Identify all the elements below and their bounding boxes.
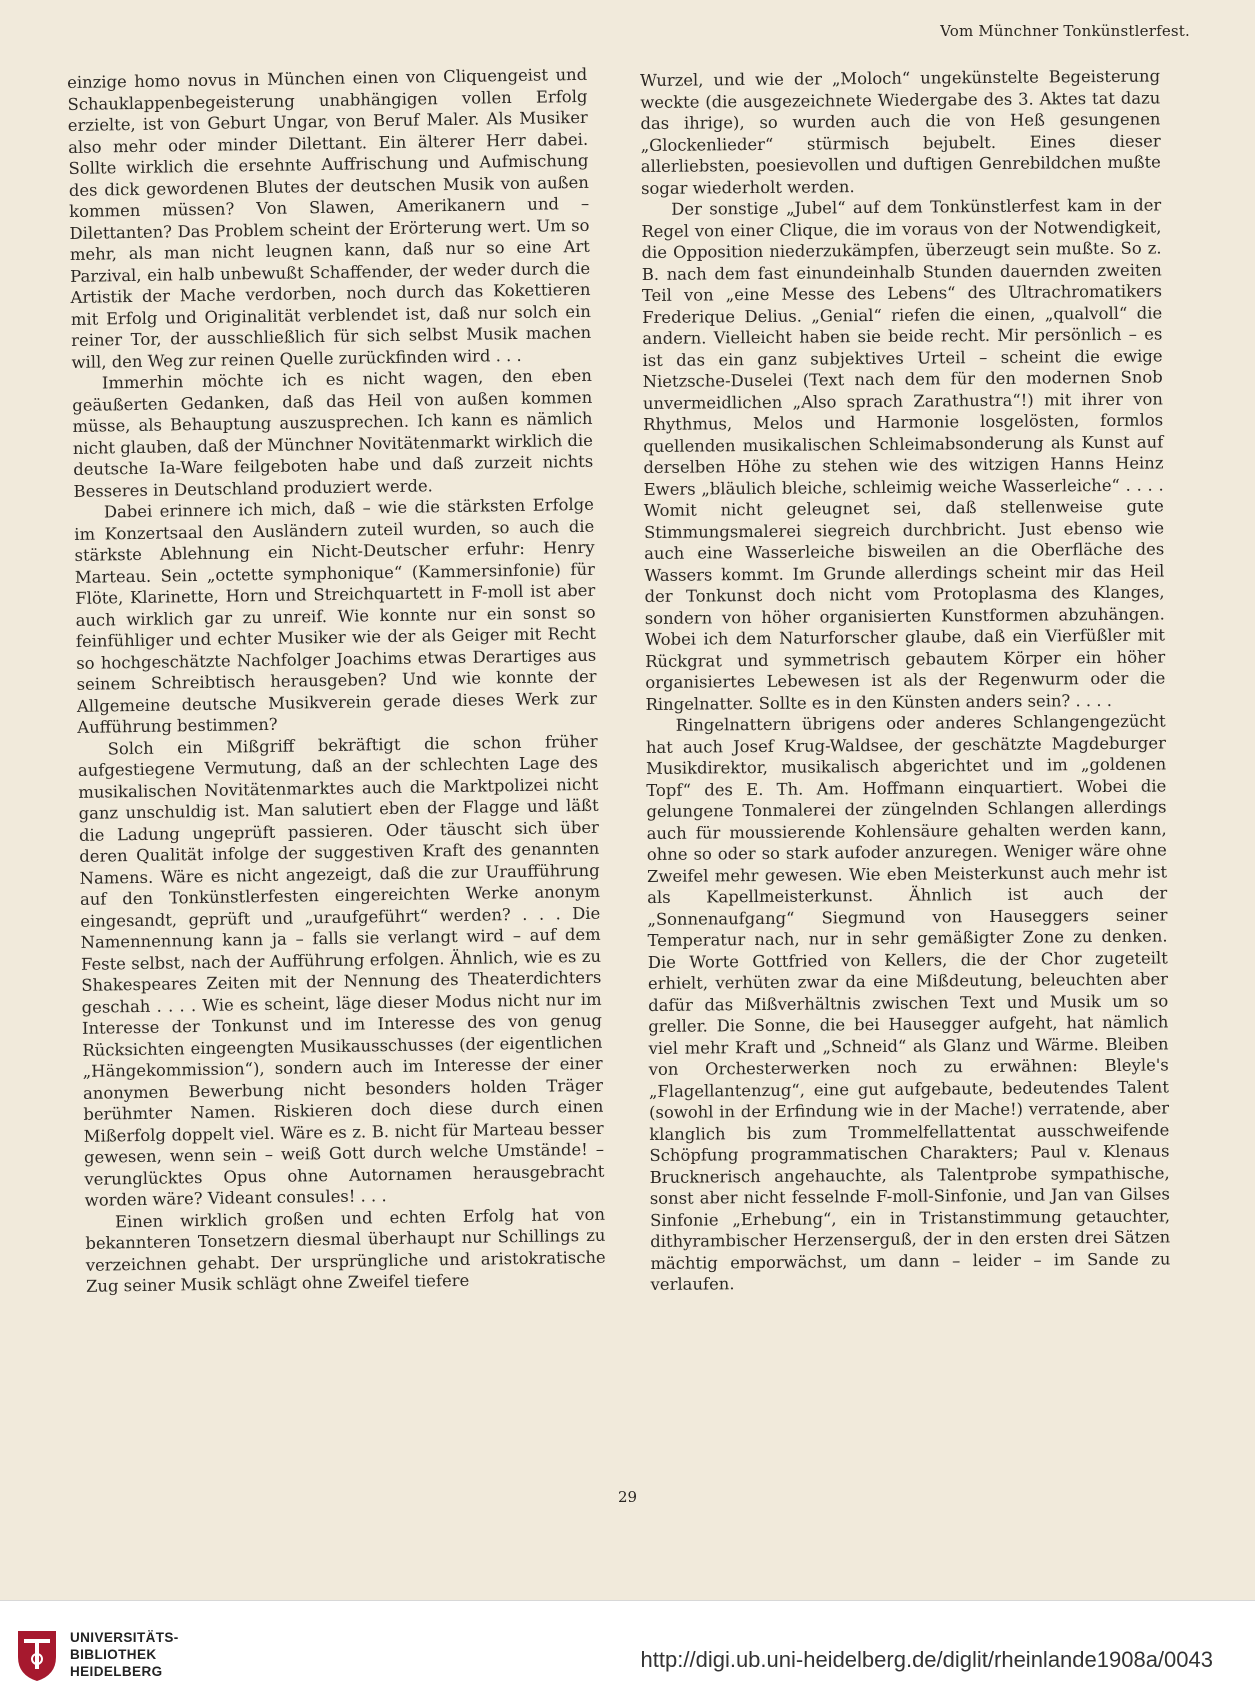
permalink-link[interactable]: http://digi.ub.uni-heidelberg.de/diglit/rheinlande1908a/0043	[640, 1647, 1213, 1672]
paragraph: einzige homo novus in München einen von Cliquengeist und Schauklappenbegeisterung unabhängigen vollen Erfolg erzielte, ist von Geburt Ungar, von Beruf Maler. Als Musiker also mehr oder minder Dilettant. Ein älterer Herr dabei. Sollte wirklich die ersehnte Auffrischung und Aufmischung des dick gewordenen Blutes der deutschen Musik von außen kommen müssen? Von Slawen, Amerikanern und – Dilettanten? Das Problem scheint der Erörterung wert. Um so mehr, als man nicht leugnen kann, daß nur so eine Art Parzival, ein halb unbewußt Schaffender, der weder durch die Artistik der Mache verdorben, noch durch das Kokettieren mit Erfolg und Originalität verblendet ist, daß nur solch ein reiner Tor, der ausschließlich für sich selbst Musik machen will, den Weg zur reinen Quelle zurückfinden wird . . .	[67, 64, 592, 372]
paragraph: Dabei erinnere ich mich, daß – wie die stärksten Erfolge im Konzertsaal den Ausländern zuteil wurden, so auch die stärkste Ablehnung ein Nicht-Deutscher erfuhr: Henry Marteau. Sein „octette symphonique“ (Kammersinfonie) für Flöte, Klarinette, Horn und Streichquartett in F-moll ist aber auch wirklich gar zu unreif. Wie konnte nur ein sonst so feinfühliger und echter Musiker wie der als Geiger mit Recht so hochgeschätzte Nachfolger Joachims etwas Derartiges aus seinem Schreibtisch herausgeben? Und wie konnte der Allgemeine deutsche Musikverein gerade dieses Werk zur Aufführung bestimmen?	[74, 494, 598, 737]
running-header: Vom Münchner Tonkünstlerfest.	[940, 22, 1190, 40]
library-name: UNIVERSITÄTS- BIBLIOTHEK HEIDELBERG	[70, 1630, 179, 1679]
right-column	[640, 65, 1171, 1295]
paragraph: Einen wirklich großen und echten Erfolg hat von bekannteren Tonsetzern diesmal überhaupt nur Schillings zu verzeichnen gehabt. Der ursprüngliche und aristokratische Zug seiner Musik schlägt ohne Zweifel tiefere	[85, 1204, 606, 1296]
paragraph: Solch ein Mißgriff bekräftigt die schon früher aufgestiegene Vermutung, daß an der schlechten Lage des musikalischen Novitätenmarktes auch die Marktpolizei nicht ganz unschuldig ist. Man salutiert eben der Flagge und läßt die Ladung ungeprüft passieren. Oder täuscht sich über deren Qualität infolge der suggestiven Kraft des genannten Namens. Wäre es nicht angezeigt, daß die zur Uraufführung auf den Tonkünstlerfesten eingereichten Werke anonym eingesandt, geprüft und „uraufgeführt“ werden? . . . Die Namennennung kann ja – falls sie verlangt wird – auf dem Feste selbst, nach der Aufführung erfolgen. Ähnlich, wie es zu Shakespeares Zeiten mit der Nennung des Theaterdichters geschah . . . . Wie es scheint, läge dieser Modus nicht nur im Interesse der Tonkunst und im Interesse des von genug Rücksichten eingeengten Musikausschusses (der eigentlichen „Hängekommission“), sondern auch im Interesse der einer anonymen Bewerbung nicht besonders holden Träger berühmter Namen. Riskieren doch diese durch einen Mißerfolg doppelt viel. Wäre es z. B. nicht für Marteau besser gewesen, wenn sein – weiß Gott durch welche Umstände! – verunglücktes Opus ohne Autornamen herausgebracht worden wäre? Videant consules! . . .	[77, 731, 605, 1210]
viewer-footer	[0, 1600, 1255, 1705]
paragraph: Immerhin möchte ich es nicht wagen, den eben geäußerten Gedanken, daß das Heil von außen kommen müsse, als Behauptung auszusprechen. Ich kann es nämlich nicht glauben, daß der Münchner Novitätenmarkt wirklich die deutsche Ia-Ware feilgeboten habe und daß zurzeit nichts Besseres in Deutschland produziert werde.	[72, 365, 594, 501]
paragraph: Der sonstige „Jubel“ auf dem Tonkünstlerfest kam in der Regel von einer Clique, die im voraus von der Notwendigkeit, die Opposition niederzukämpfen, überzeugt sein mußte. So z. B. nach dem fast einundeinhalb Stunden dauernden zweiten Teil von „eine Messe des Lebens“ des Ultrachromatikers Frederique Delius. „Genial“ riefen die einen, „qualvoll“ die andern. Vielleicht haben sie beide recht. Mir persönlich – es ist das ein ganz subjektives Urteil – scheint die ewige Nietzsche-Duselei (Text nach dem für den modernen Snob unvermeidlichen „Also sprach Zarathustra“!) mit ihrer von Rhythmus, Melos und Harmonie losgelösten, formlos quellenden musikalischen Schleimabsonderung als Kunst auf derselben Höhe zu stehen wie des witzigen Hanns Heinz Ewers „bläulich bleiche, schleimig weiche Wasserleiche“ . . . . Womit nicht geleugnet sei, daß stellenweise gute Stimmungsmalerei siegreich durchbricht. Just ebenso wie auch eine Wasserleiche bisweilen an die Oberfläche des Wassers kommt. Im Grunde allerdings scheint mir das Heil der Tonkunst doch nicht vom Protoplasma des Klanges, sondern von höher organisierten Kunstformen abzuhängen. Wobei ich dem Naturforscher glaube, daß ein Vierfüßler mit Rückgrat und symmetrisch gebautem Körper ein höher organisiertes Lebewesen ist als der Regenwurm oder die Ringelnatter. Sollte es in den Künsten anders sein? . . . .	[641, 195, 1166, 714]
left-column	[67, 64, 606, 1298]
paragraph: Ringelnattern übrigens oder anderes Schlangengezücht hat auch Josef Krug-Waldsee, der geschätzte Magdeburger Musikdirektor, musikalisch abgerichtet und im „goldenen Topf“ des E. Th. Am. Hoffmann einquartiert. Wobei die gelungene Tonmalerei der züngelnden Schlangen allerdings auch für moussierende Kohlensäure gehalten werden kann, ohne so oder so stark aufoder anzuregen. Weniger wäre ohne Zweifel mehr gewesen. Wie eben Meisterkunst auch mehr ist als Kapellmeisterkunst. Ähnlich ist auch der „Sonnenaufgang“ Siegmund von Hauseggers seiner Temperatur nach, nur in sehr gemäßigter Zone zu denken. Die Worte Gottfried von Kellers, die der Chor zugeteilt erhielt, verhüten zwar da eine Mißdeutung, beleuchten aber dafür das Mißverhältnis zwischen Text und Musik um so greller. Die Sonne, die bei Hausegger aufgeht, hat nämlich viel mehr Kraft und „Schneid“ als Glanz und Wärme. Bleiben von Orchesterwerken noch zu erwähnen: Bleyle's „Flagellantenzug“, eine gut aufgebaute, bedeutendes Talent (sowohl in der Erfindung wie in der Mache!) verratende, aber klanglich bis zum Trommelfellattentat ausschweifende Schöpfung programmatischen Charakters; Paul v. Klenaus Brucknerisch angehauchte, als Talentprobe sympathische, sonst aber nicht fesselnde F-moll-Sinfonie, und Jan van Gilses Sinfonie „Erhebung“, ein in Tristanstimmung getauchter, dithyrambischer Herzenserguß, der in den ersten drei Sätzen mächtig emporwächst, um dann – leider – im Sande zu verlaufen.	[645, 711, 1171, 1294]
page-number: 29	[617, 1488, 638, 1506]
paragraph: Wurzel, und wie der „Moloch“ ungekünstelte Begeisterung weckte (die ausgezeichnete Wiedergabe des 3. Aktes tat dazu das ihrige), so wurden auch die von Heß gesungenen „Glockenlieder“ stürmisch bejubelt. Eines dieser allerliebsten, poesievollen und duftigen Genrebildchen mußte sogar wiederholt werden.	[640, 66, 1161, 198]
permalink-url[interactable]	[641, 1647, 1213, 1673]
university-seal-icon	[14, 1627, 60, 1683]
